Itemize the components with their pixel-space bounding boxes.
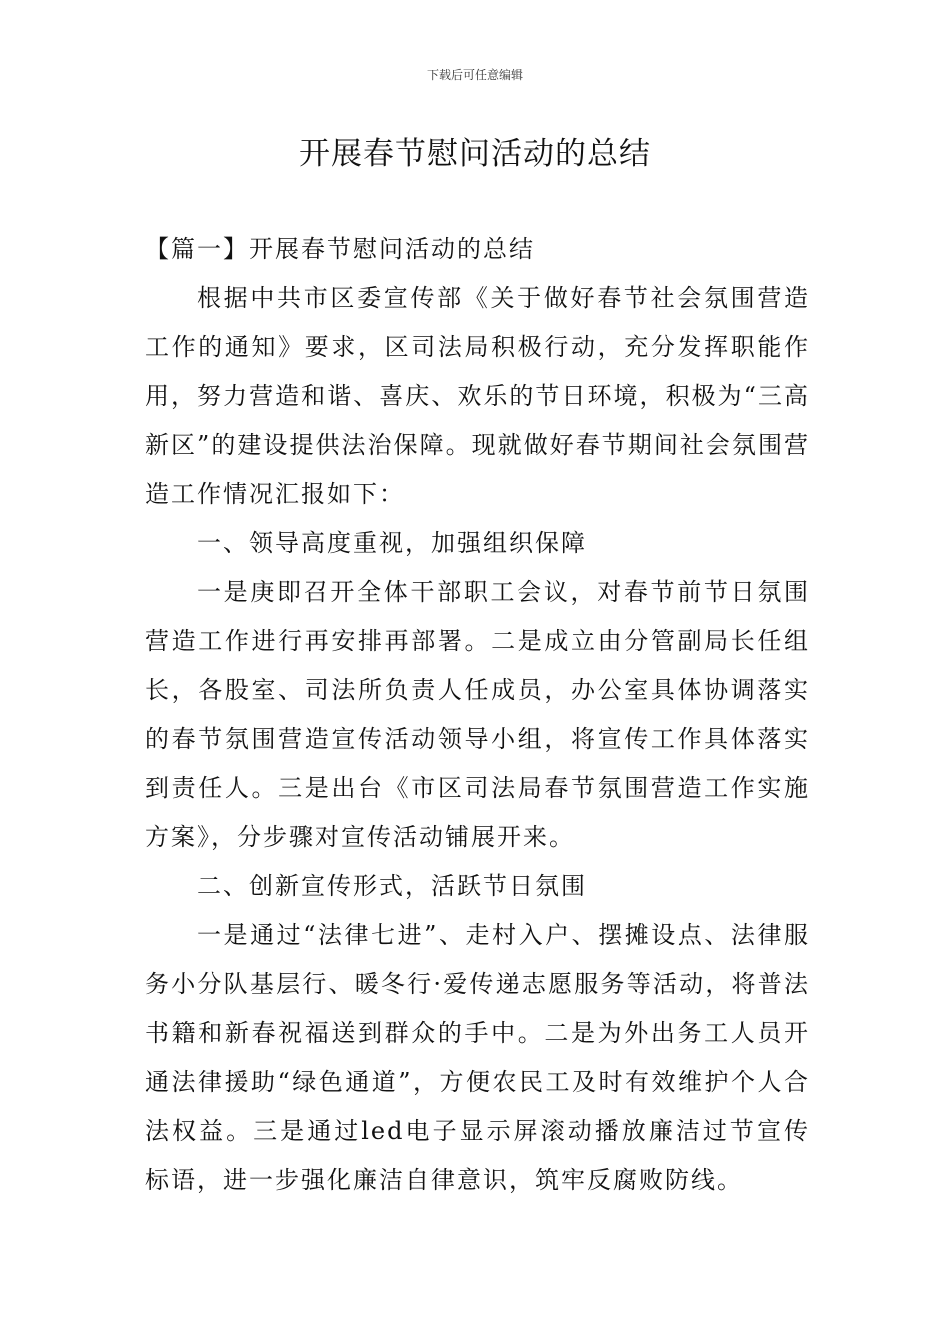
section-heading: 【篇一】开展春节慰问活动的总结 (145, 235, 535, 263)
section-subheading: 二、创新宣传形式，活跃节日氛围 (197, 872, 587, 900)
header-note: 下载后可任意编辑 (426, 68, 523, 82)
paragraph: 根据中共市区委宣传部《关于做好春节社会氛围营造工作的通知》要求，区司法局积极行动，充分发挥职能作用，努力营造和谐、喜庆、欢乐的节日环境，积极为“三高新区”的建设提供法治保障。现就做好春节期间社会氛围营造工作情况汇报如下： (145, 284, 810, 508)
document-body (145, 225, 810, 1205)
paragraph: 一是庚即召开全体干部职工会议，对春节前节日氛围营造工作进行再安排再部署。二是成立由分管副局长任组长，各股室、司法所负责人任成员，办公室具体协调落实的春节氛围营造宣传活动领导小组，将宣传工作具体落实到责任人。三是出台《市区司法局春节氛围营造工作实施方案》，分步骤对宣传活动铺展开来。 (145, 578, 810, 851)
document-title: 开展春节慰问活动的总结 (299, 136, 651, 172)
section-subheading: 一、领导高度重视，加强组织保障 (197, 529, 587, 557)
paragraph: 一是通过“法律七进”、走村入户、摆摊设点、法律服务小分队基层行、暖冬行·爱传递志愿服务等活动，将普法书籍和新春祝福送到群众的手中。二是为外出务工人员开通法律援助“绿色通道”，方便农民工及时有效维护个人合法权益。三是通过led电子显示屏滚动播放廉洁过节宣传标语，进一步强化廉洁自律意识，筑牢反腐败防线。 (145, 921, 810, 1194)
